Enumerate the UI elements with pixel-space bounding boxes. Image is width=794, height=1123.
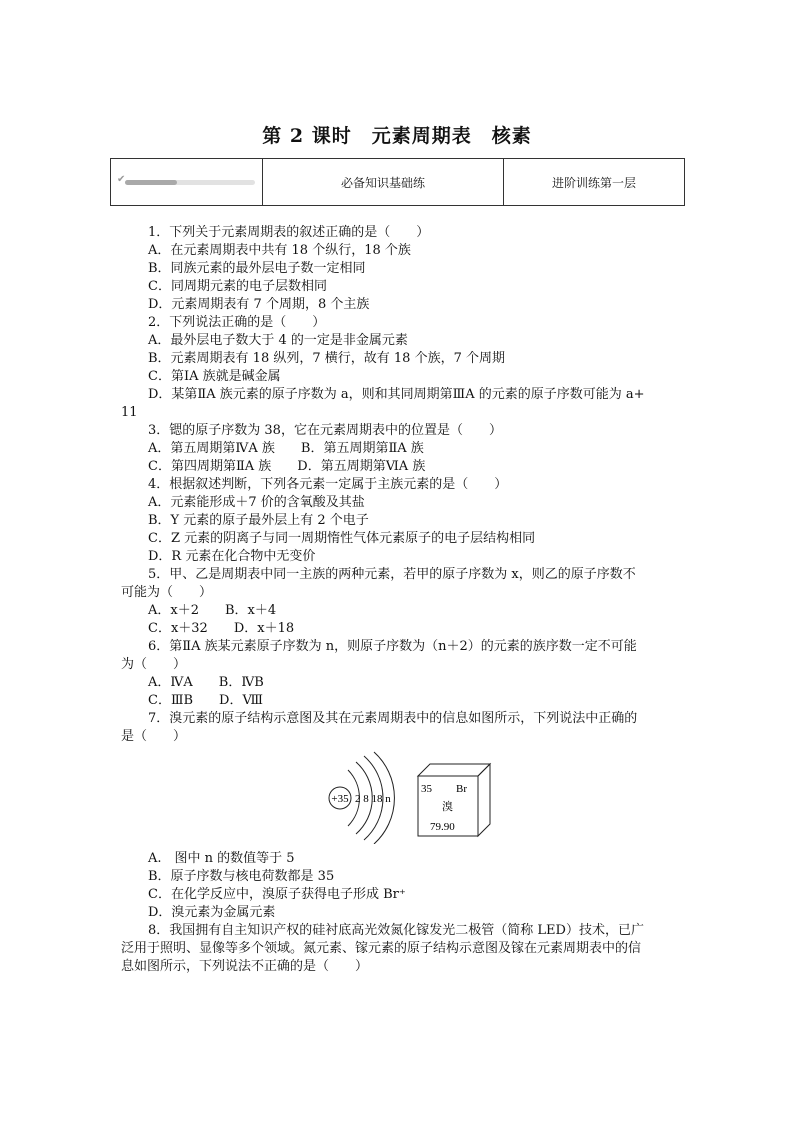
text-line: 2．下列说法正确的是（ ）	[148, 315, 326, 330]
element-symbol: Br	[456, 783, 467, 795]
text-line: B．同族元素的最外层电子数一定相同	[148, 261, 366, 276]
text-line: 4．根据叙述判断，下列各元素一定属于主族元素的是（ ）	[148, 477, 508, 492]
text-line: 11	[121, 405, 138, 420]
text-line: A. 图中 n 的数值等于 5	[148, 851, 295, 866]
text-line: A．ⅣA B．ⅣB	[148, 675, 264, 690]
text-line: D．溴元素为金属元素	[148, 905, 276, 920]
text-line: A．第五周期第ⅣA 族 B．第五周期第ⅡA 族	[148, 441, 424, 456]
progress-fill	[125, 180, 177, 185]
text-line: A．最外层电子数大于 4 的一定是非金属元素	[148, 333, 408, 348]
text-line: B．原子序数与核电荷数都是 35	[148, 869, 335, 884]
text-line: C．ⅢB D．Ⅷ	[148, 693, 263, 708]
text-line: C．x＋32 D．x＋18	[148, 621, 295, 636]
text-line: C．Z 元素的阴离子与同一周期惰性气体元素原子的电子层结构相同	[148, 531, 536, 546]
atomic-mass: 79.90	[430, 821, 455, 833]
text-line: 泛用于照明、显像等多个领域。氮元素、镓元素的原子结构示意图及镓在元素周期表中的信	[121, 941, 642, 956]
text-line: B．元素周期表有 18 纵列，7 横行，故有 18 个族，7 个周期	[148, 351, 505, 366]
text-line: 可能为（ ）	[121, 585, 213, 600]
nucleus-label: +35	[331, 793, 349, 805]
text-line: 8．我国拥有自主知识产权的硅衬底高光效氮化镓发光二极管（简称 LED）技术，已广	[148, 923, 644, 938]
header-basic-practice: 必备知识基础练	[263, 159, 504, 205]
text-line: 1．下列关于元素周期表的叙述正确的是（ ）	[148, 225, 430, 240]
text-line: C．同周期元素的电子层数相同	[148, 279, 327, 294]
section-header-table	[110, 158, 685, 206]
progress-bar	[117, 174, 255, 186]
text-line: 6．第ⅡA 族某元素原子序数为 n，则原子序数为（n＋2）的元素的族序数一定不可能	[148, 639, 637, 654]
text-line: 息如图所示，下列说法不正确的是（ ）	[121, 959, 369, 974]
text-line: C．第四周期第ⅡA 族 D．第五周期第ⅥA 族	[148, 459, 426, 474]
text-line: C．在化学反应中，溴原子获得电子形成 Br⁺	[148, 887, 406, 902]
page-title: 第 2 课时 元素周期表 核素	[262, 125, 532, 147]
progress-cell	[111, 159, 263, 205]
bromine-figure	[318, 748, 498, 844]
element-name: 溴	[442, 801, 453, 813]
text-line: C．第ⅠA 族就是碱金属	[148, 369, 281, 384]
text-line: B．Y 元素的原子最外层上有 2 个电子	[148, 513, 369, 528]
text-line: D．某第ⅡA 族元素的原子序数为 a，则和其同周期第ⅢA 的元素的原子序数可能为 a+	[148, 387, 645, 402]
text-line: A．元素能形成＋7 价的含氧酸及其盐	[148, 495, 365, 510]
check-icon: ✔	[117, 174, 126, 185]
text-line: 3．锶的原子序数为 38，它在元素周期表中的位置是（ ）	[148, 423, 502, 438]
text-line: A．x＋2 B．x＋4	[148, 603, 277, 618]
atomic-number: 35	[421, 783, 432, 795]
shell-electrons: 2 8 18 n	[355, 793, 391, 805]
text-line: 5．甲、乙是周期表中同一主族的两种元素，若甲的原子序数为 x，则乙的原子序数不	[148, 567, 636, 582]
text-line: D．R 元素在化合物中无变价	[148, 549, 316, 564]
text-line: A．在元素周期表中共有 18 个纵行，18 个族	[148, 243, 411, 258]
text-line: 是（ ）	[121, 729, 187, 744]
text-line: 为（ ）	[121, 657, 187, 672]
text-line: D．元素周期表有 7 个周期，8 个主族	[148, 297, 370, 312]
header-advanced-training: 进阶训练第一层	[551, 175, 636, 190]
text-line: 7．溴元素的原子结构示意图及其在元素周期表中的信息如图所示，下列说法中正确的	[148, 711, 638, 726]
